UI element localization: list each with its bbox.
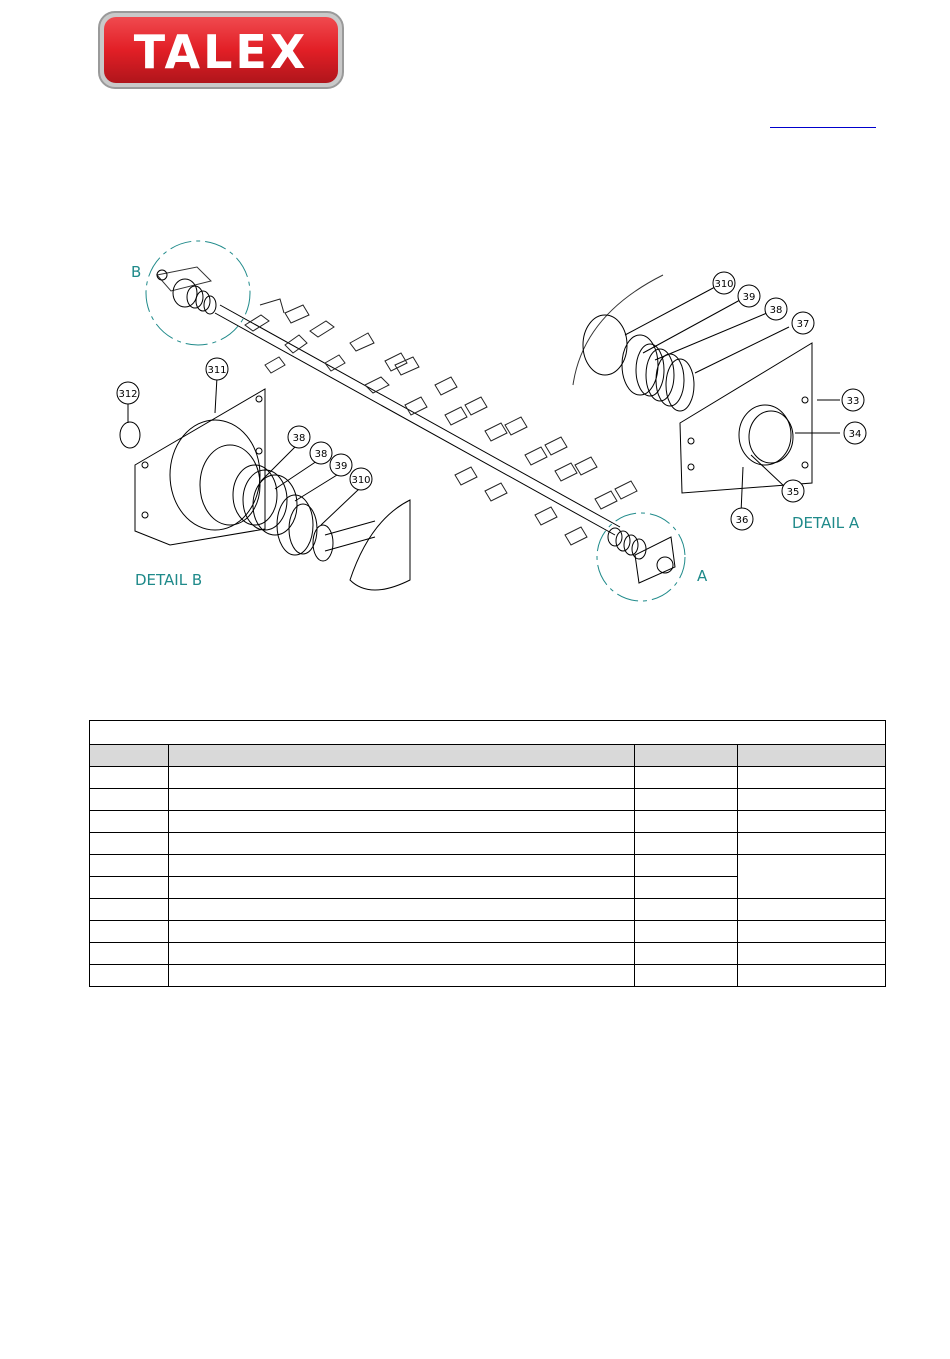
table-cell [90, 789, 169, 811]
table-cell [90, 855, 169, 877]
table-cell [90, 877, 169, 899]
exploded-assembly-drawing [95, 235, 885, 635]
table-cell [738, 899, 886, 921]
table-header-cell [738, 745, 886, 767]
callout-38-a: 38 [769, 305, 783, 316]
table-cell [635, 767, 738, 789]
table-cell [635, 899, 738, 921]
table-cell [169, 943, 635, 965]
callout-310-a: 310 [714, 279, 734, 290]
table-cell [169, 855, 635, 877]
table-row [90, 855, 886, 877]
table-title-row [90, 721, 886, 745]
table-row [90, 811, 886, 833]
detail-b-circle [146, 241, 250, 345]
table-cell [738, 833, 886, 855]
table-cell-merged [738, 855, 886, 899]
callout-311: 311 [207, 365, 227, 376]
table-row [90, 943, 886, 965]
callout-37: 37 [796, 319, 810, 330]
table-cell [635, 789, 738, 811]
detail-b-label: DETAIL B [135, 571, 203, 589]
detail-a-label: DETAIL A [792, 514, 860, 532]
table-header-row [90, 745, 886, 767]
table-cell [635, 921, 738, 943]
table-cell [169, 877, 635, 899]
callout-35: 35 [786, 487, 800, 498]
callout-39-b: 39 [334, 461, 348, 472]
table-cell [90, 767, 169, 789]
table-cell [90, 965, 169, 987]
table-cell [169, 833, 635, 855]
table-cell [738, 965, 886, 987]
detail-a-letter: A [697, 567, 708, 585]
knife-blocks [245, 299, 637, 545]
detail-b-letter: B [131, 263, 142, 281]
table-cell [738, 789, 886, 811]
parts-table [89, 720, 886, 987]
table-cell [635, 943, 738, 965]
table-header-cell [635, 745, 738, 767]
table-cell [90, 899, 169, 921]
detail-a-circle [597, 513, 685, 601]
talex-logo [97, 10, 345, 90]
table-header-cell [169, 745, 635, 767]
table-cell [635, 855, 738, 877]
callout-312: 312 [118, 389, 138, 400]
header-link[interactable] [770, 113, 876, 128]
table-cell [90, 943, 169, 965]
logo-text: TALEX [133, 25, 309, 79]
table-cell [738, 943, 886, 965]
table-cell [738, 921, 886, 943]
table-header-cell [90, 745, 169, 767]
table-cell [169, 811, 635, 833]
table-row [90, 899, 886, 921]
table-cell [169, 767, 635, 789]
table-cell [169, 789, 635, 811]
callout-310-b: 310 [351, 475, 371, 486]
table-cell [90, 811, 169, 833]
callout-36: 36 [735, 515, 749, 526]
table-row [90, 767, 886, 789]
table-row [90, 789, 886, 811]
table-cell [635, 877, 738, 899]
table-cell [90, 921, 169, 943]
table-cell [90, 833, 169, 855]
callout-38-b1: 38 [292, 433, 306, 444]
table-cell [738, 811, 886, 833]
table-title [90, 721, 886, 745]
table-cell [738, 767, 886, 789]
table-cell [169, 899, 635, 921]
table-cell [635, 811, 738, 833]
table-row [90, 965, 886, 987]
table-row [90, 833, 886, 855]
callout-33: 33 [846, 396, 860, 407]
callout-34: 34 [848, 429, 862, 440]
table-row [90, 921, 886, 943]
table-cell [169, 965, 635, 987]
callout-38-b2: 38 [314, 449, 328, 460]
table-cell [635, 965, 738, 987]
table-cell [635, 833, 738, 855]
table-cell [169, 921, 635, 943]
callout-39-a: 39 [742, 292, 756, 303]
